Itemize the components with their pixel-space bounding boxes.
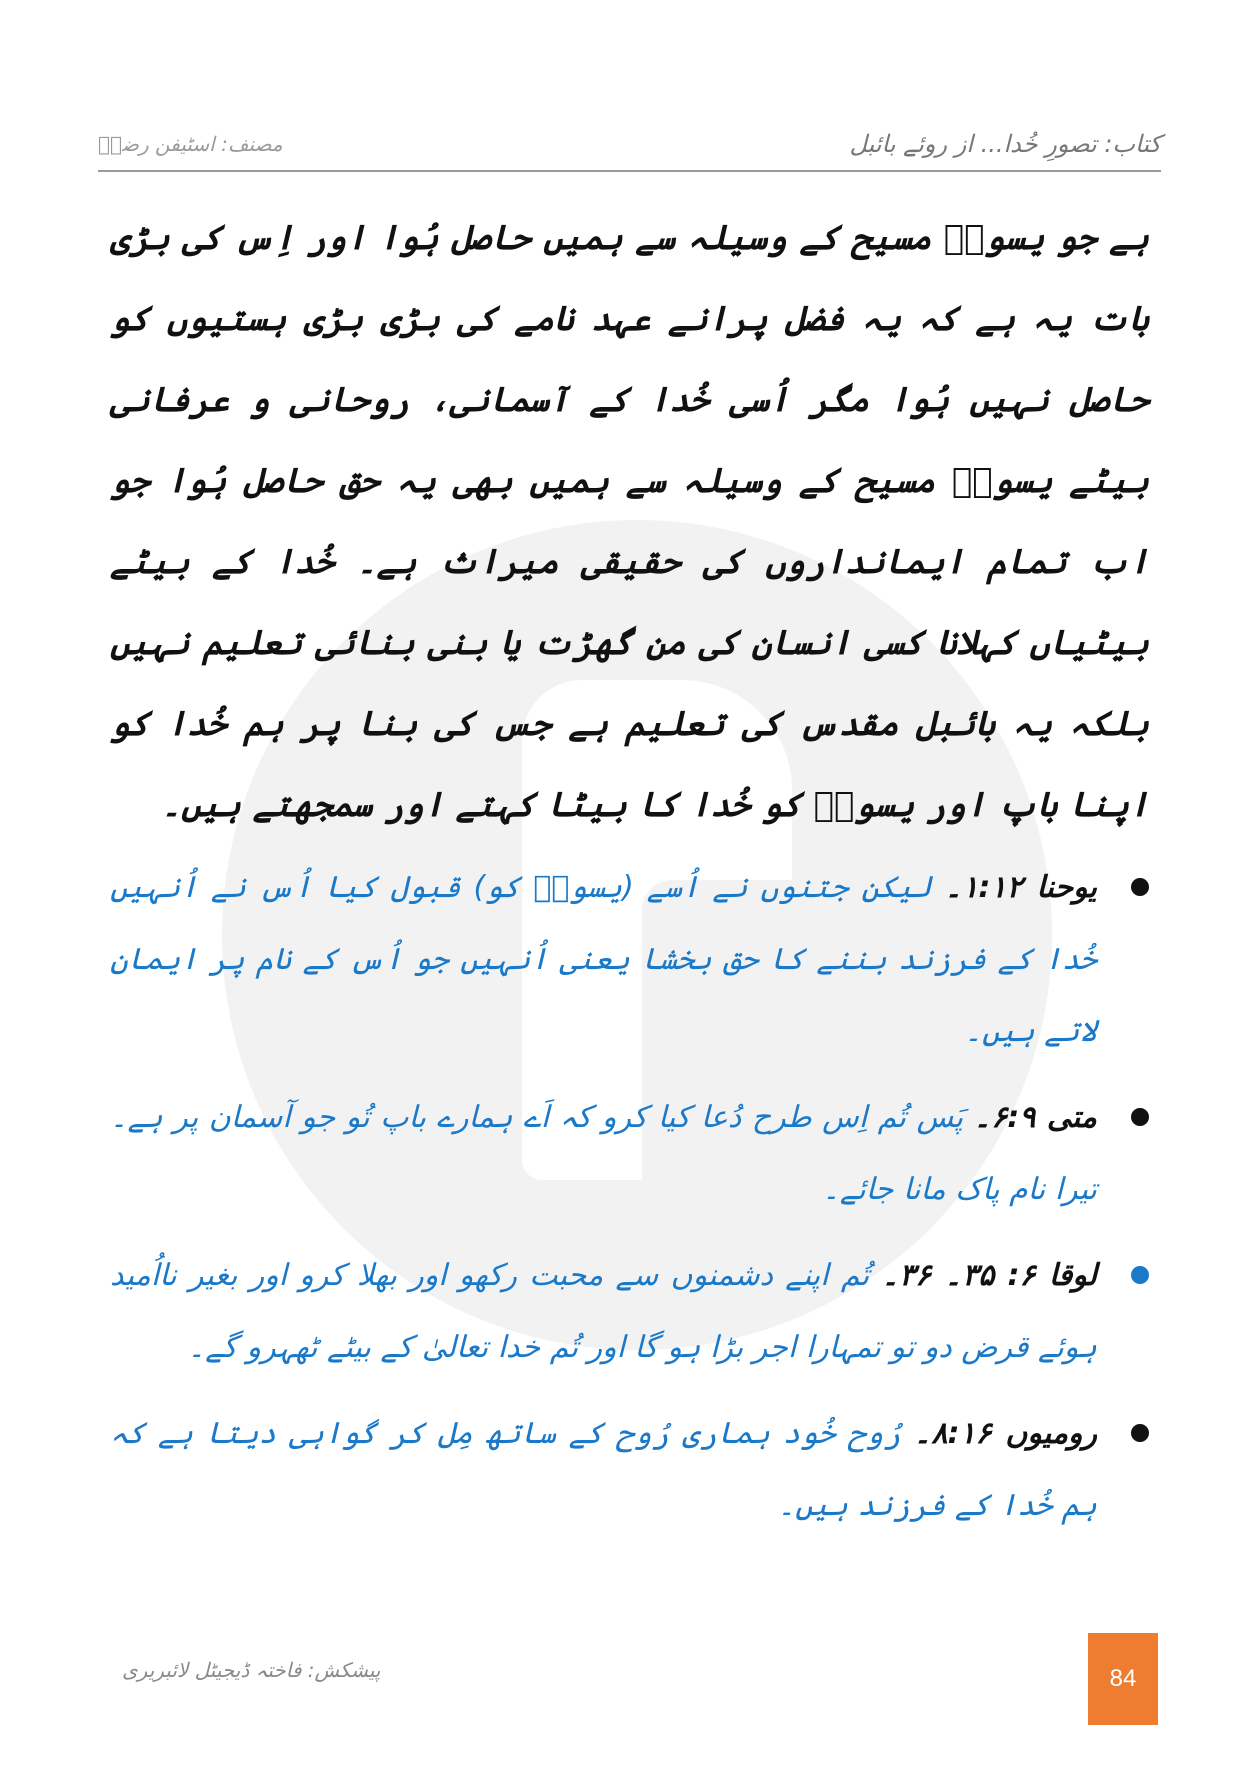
body-paragraph: ہے جو یسوعؔ مسیح کے وسیلہ سے ہمیں حاصل ہُوا اور اِس کی بڑی بات یہ ہے کہ یہ فضل پرانے عہد نامے کی بڑی بڑی ہستیوں کو حاصل نہیں ہُوا مگر اُسی خُدا کے آسمانی، روحانی و عرفانی بیٹے یسوعؔ مسیح کے وسیلہ سے ہمیں بھی یہ حق حاصل ہُوا جو اب تمام ایمانداروں کی حقیقی میراث ہے۔ خُدا کے بیٹے بیٹیاں کہلانا کسی انسان کی من گھڑت یا بنی بنائی تعلیم نہیں بلکہ یہ بائبل مقدس کی تعلیم ہے جس کی بنا پر ہم خُدا کو اپنا باپ اور یسوعؔ کو خُدا کا بیٹا کہتے اور سمجھتے ہیں۔ — [110, 218, 1149, 825]
author-name: مصنف: اسٹیفن رضاؔ — [98, 132, 283, 156]
verse-text: تُم اپنے دشمنوں سے محبت رکھو اور بھلا کرو اور بغیر نااُمید ہوئے قرض دو تو تمہارا اجر بڑا ہو گا اور تُم خدا تعالیٰ کے بیٹے ٹھہرو گے۔ — [110, 1258, 1097, 1365]
page-header — [98, 128, 1161, 172]
verse-item — [110, 1082, 1149, 1226]
bullet-dot-icon — [1131, 1108, 1149, 1126]
page-content — [110, 198, 1149, 1556]
bullet-dot-icon — [1131, 878, 1149, 896]
verse-reference: یوحنا ۱:۱۲۔ — [944, 870, 1098, 905]
verse-reference: لوقا ۶: ۳۵۔ ۳۶۔ — [881, 1258, 1097, 1293]
verse-text: لیکن جتنوں نے اُسے (یسوعؔ کو) قبول کیا اُس نے اُنہیں خُدا کے فرزند بننے کا حق بخشا یعنی اُنہیں جو اُس کے نام پر ایمان لاتے ہیں۔ — [110, 870, 1097, 1049]
verse-reference: متی ۶:۹۔ — [973, 1100, 1097, 1135]
verse-list — [110, 852, 1149, 1542]
bullet-dot-icon — [1131, 1266, 1149, 1284]
page-number — [1088, 1633, 1158, 1725]
verse-item — [110, 1398, 1149, 1542]
verse-item — [110, 1240, 1149, 1384]
book-title: کتاب: تصورِ خُدا... از روئے بائبل — [849, 130, 1161, 158]
verse-reference: رومیوں ۸:۱۶۔ — [913, 1416, 1097, 1451]
verse-text: رُوح خُود ہماری رُوح کے ساتھ مِل کر گواہی دیتا ہے کہ ہم خُدا کے فرزند ہیں۔ — [110, 1416, 1097, 1523]
footer-credit: پیشکش: فاختہ ڈیجیٹل لائبریری — [122, 1658, 381, 1682]
verse-text: پَس تُم اِس طرح دُعا کیا کرو کہ اَے ہمارے باپ تُو جو آسمان پر ہے۔ تیرا نام پاک مانا جائے۔ — [110, 1100, 1097, 1207]
bullet-dot-icon — [1131, 1424, 1149, 1442]
verse-item — [110, 852, 1149, 1068]
page-number-label: 84 — [1109, 1665, 1137, 1692]
